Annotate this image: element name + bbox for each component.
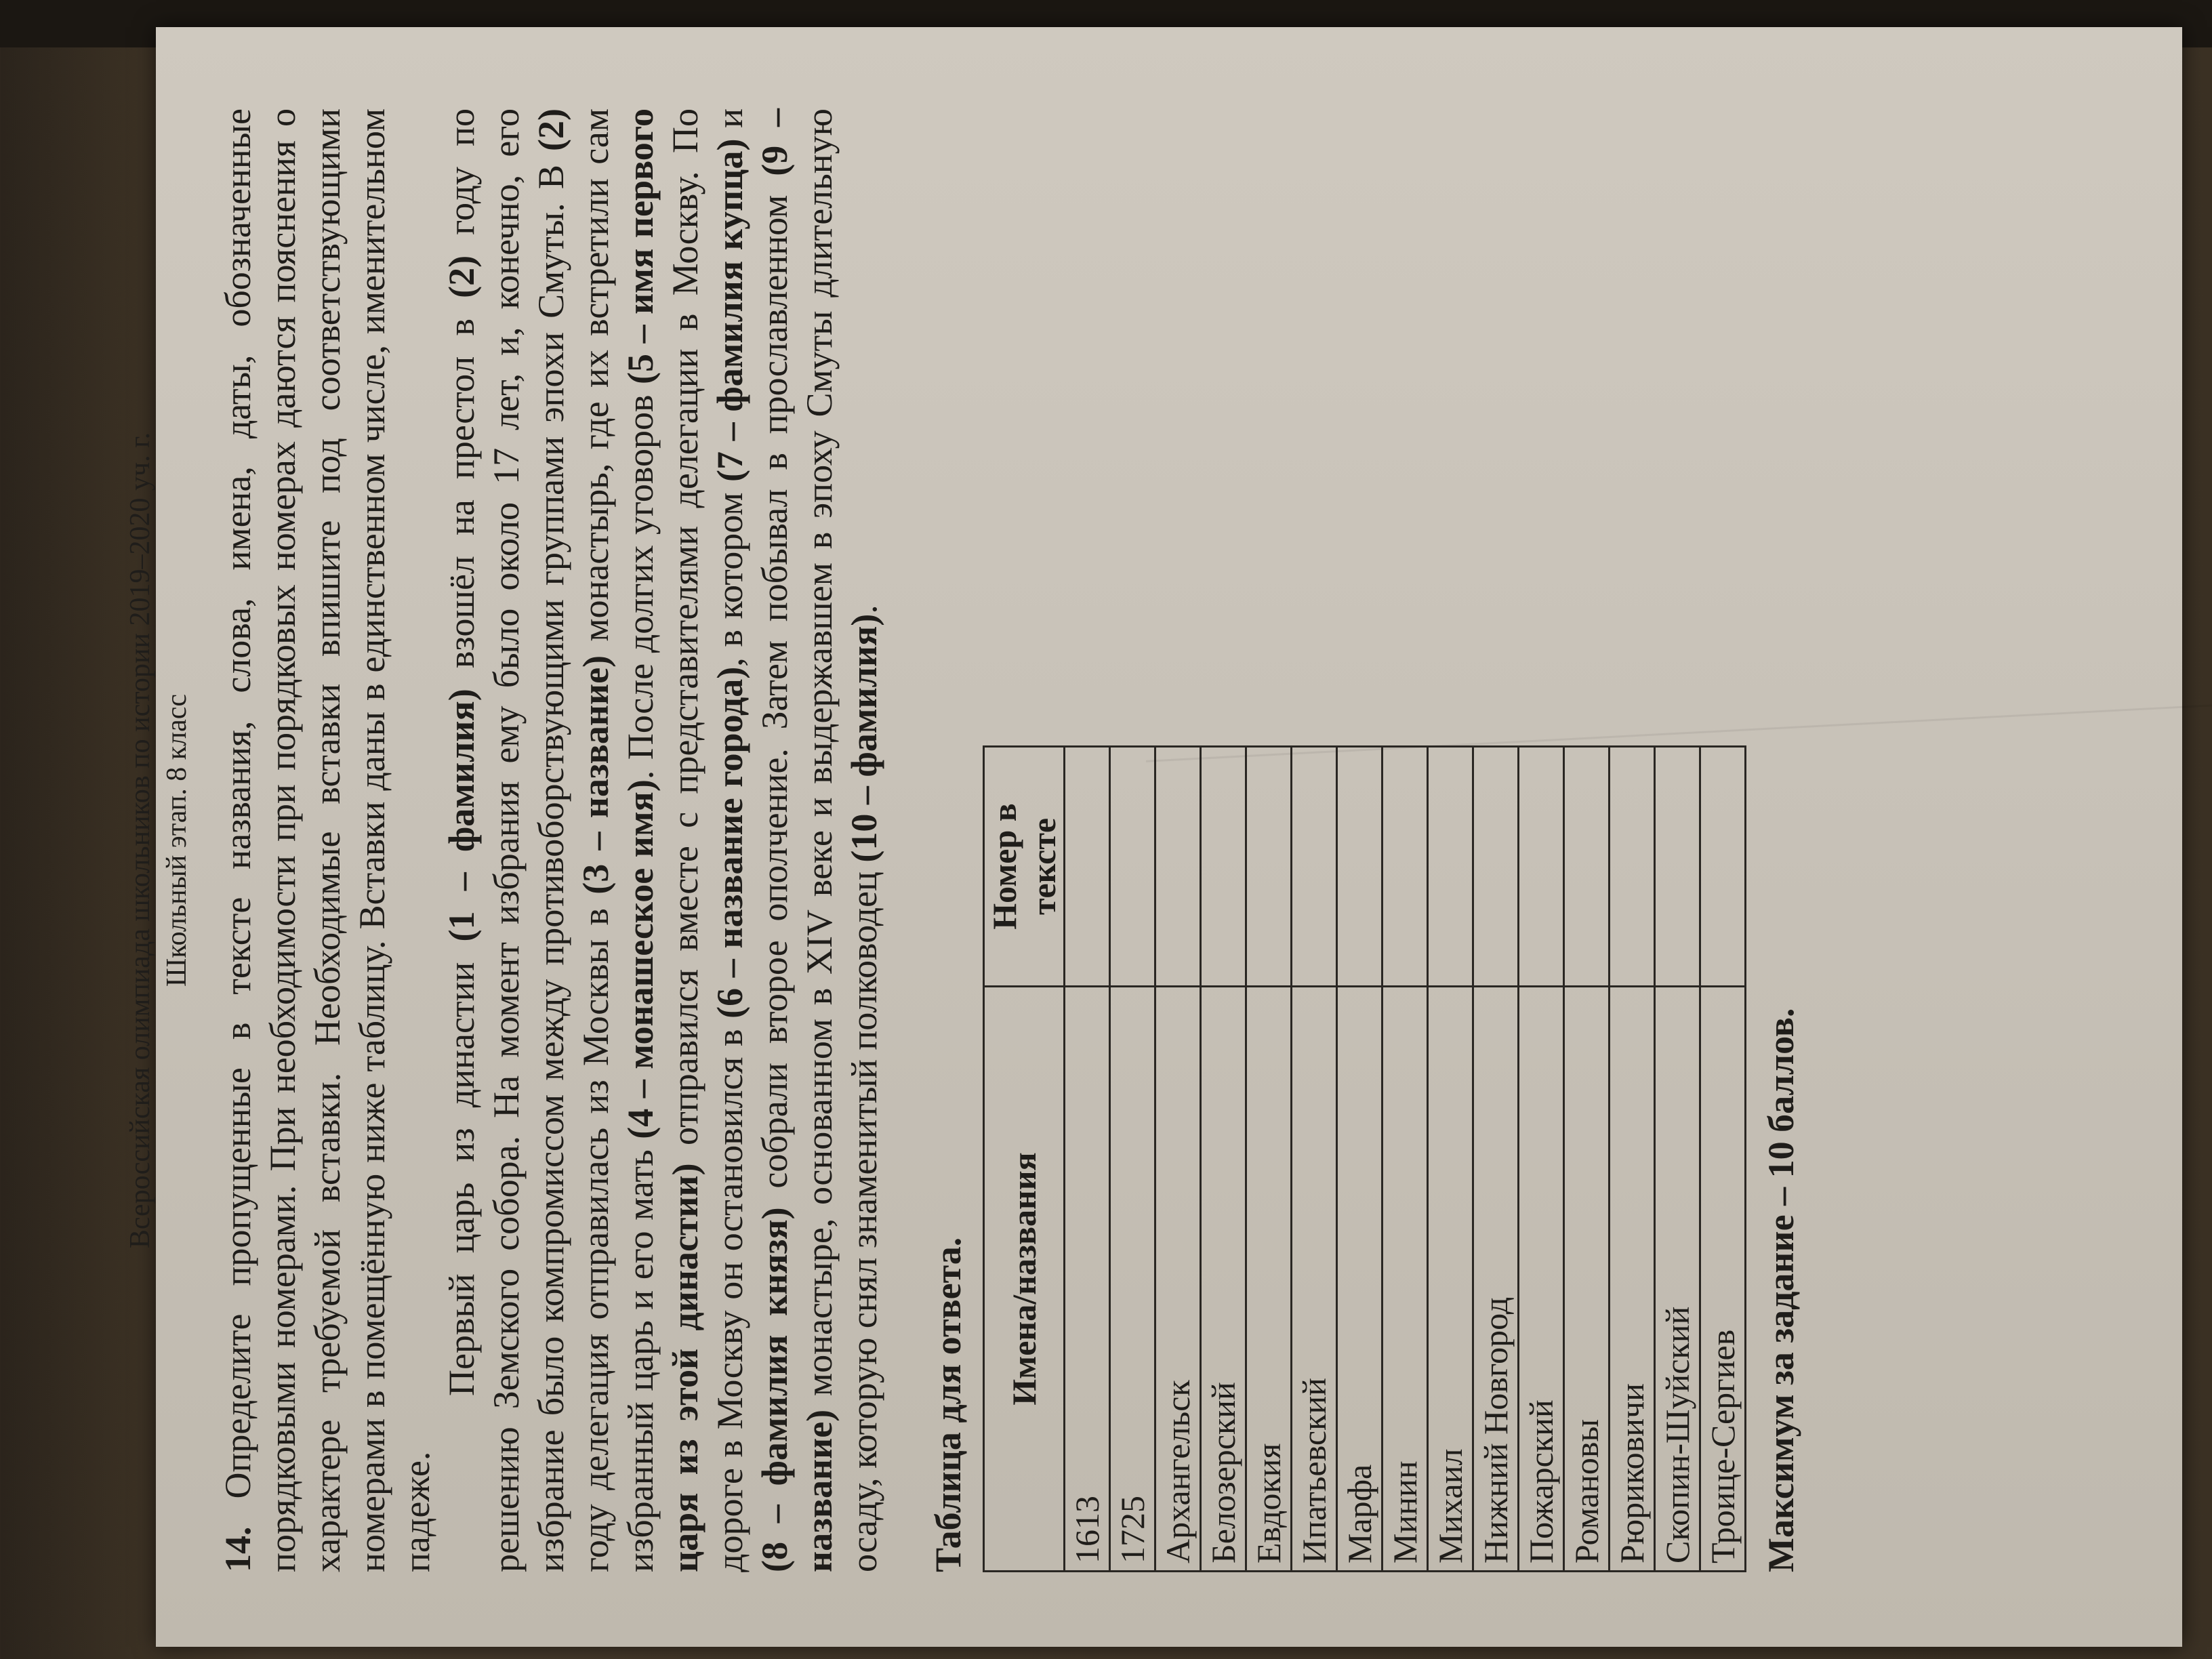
table-row	[1382, 747, 1428, 1572]
table-row	[1065, 747, 1110, 1572]
story-text-segment: монастыре, основанном в XIV веке и выдержавшем в эпоху Смуты длительную осаду, которую снял знаменитый полководец	[799, 108, 884, 1572]
answer-number-cell[interactable]	[1337, 747, 1382, 987]
task-story-paragraph	[439, 108, 886, 1572]
table-row	[1110, 747, 1155, 1572]
table-row	[1292, 747, 1337, 1572]
story-blank-hint: (5 – имя первого царя из этой династии)	[620, 108, 705, 1572]
answer-number-cell[interactable]	[1155, 747, 1201, 987]
answer-number-cell[interactable]	[1700, 747, 1746, 987]
answer-option-name: Пожарский	[1519, 987, 1564, 1572]
answer-option-name: Нижний Новгород	[1473, 987, 1519, 1572]
story-blank-hint: (8 – фамилия князя)	[754, 1207, 795, 1572]
story-text-segment: году по решению Земского собора. На момент избрания ему было около 17 лет, и, конечно, его избрание было компромиссом между противоборствующими группами эпохи Смуты. В	[441, 108, 571, 1572]
answer-option-name: Белозерский	[1201, 987, 1246, 1572]
table-row	[1519, 747, 1564, 1572]
answer-number-cell[interactable]	[1246, 747, 1292, 987]
answer-option-name: Троице-Сергиев	[1700, 987, 1746, 1572]
story-blank-hint: (1 – фамилия)	[441, 689, 482, 942]
table-row	[1473, 747, 1519, 1572]
answer-option-name: Ипатьевский	[1292, 987, 1337, 1572]
table-row	[1337, 747, 1382, 1572]
rotated-page	[108, 68, 2074, 1613]
answer-number-cell[interactable]	[1610, 747, 1655, 987]
answer-option-name: Михаил	[1428, 987, 1473, 1572]
answer-table-header	[984, 747, 1065, 1572]
story-text-segment: году делегация отправилась из Москвы в	[575, 894, 616, 1572]
story-blank-hint: (10 – фамилия)	[844, 613, 884, 863]
answer-option-name: Минин	[1382, 987, 1428, 1572]
answer-number-cell[interactable]	[1564, 747, 1610, 987]
story-text-segment: отправился вместе с представителями делегации в Москву. По дороге в Москву он остановился в	[665, 108, 750, 1572]
story-text-segment: Первый царь из династии	[441, 941, 482, 1396]
max-score: Максимум за задание – 10 баллов.	[1761, 1008, 1801, 1572]
column-header-names: Имена/названия	[984, 987, 1065, 1572]
task-number: 14.	[218, 1526, 258, 1572]
answer-option-name: Архангельск	[1155, 987, 1201, 1572]
story-blank-hint: (7 – фамилия купца)	[710, 138, 750, 482]
story-text-segment: монастырь, где их встретили сам избранный царь и его мать	[575, 108, 661, 1572]
story-blank-hint: (4 – монашеское имя)	[620, 779, 661, 1139]
answer-number-cell[interactable]	[1519, 747, 1564, 987]
answer-table-title: Таблица для ответа.	[928, 1237, 968, 1572]
story-text-segment: и	[710, 108, 750, 139]
story-text-segment: .	[844, 605, 884, 614]
story-text-segment: собрали второе ополчение. Затем побывал в прославленном	[754, 176, 795, 1208]
answer-option-name: Скопин-Шуйский	[1655, 987, 1700, 1572]
table-row	[1155, 747, 1201, 1572]
answer-number-cell[interactable]	[1655, 747, 1700, 987]
story-blank-hint: (2)	[531, 108, 571, 151]
story-blank-hint: (3 – название)	[575, 655, 616, 895]
answer-option-name: Романовы	[1564, 987, 1610, 1572]
answer-number-cell[interactable]	[1201, 747, 1246, 987]
column-header-number: Номер в тексте	[984, 747, 1065, 987]
table-row	[1610, 747, 1655, 1572]
story-blank-hint: (9 – название)	[754, 108, 840, 1572]
table-row	[1201, 747, 1246, 1572]
story-blank-hint: (6 – название города)	[710, 666, 750, 1019]
header-line-2: Школьный этап. 8 класс	[161, 693, 192, 987]
answer-option-name: Евдокия	[1246, 987, 1292, 1572]
answer-option-name: 1725	[1110, 987, 1155, 1572]
story-text-segment: . После долгих уговоров	[620, 384, 661, 780]
answer-number-cell[interactable]	[1110, 747, 1155, 987]
answer-number-cell[interactable]	[1428, 747, 1473, 987]
table-row	[1700, 747, 1746, 1572]
answer-option-name: Рюриковичи	[1610, 987, 1655, 1572]
answer-number-cell[interactable]	[1473, 747, 1519, 987]
story-text-segment: взошёл на престол в	[441, 298, 482, 689]
answer-option-name: Марфа	[1337, 987, 1382, 1572]
answer-option-name: 1613	[1065, 987, 1110, 1572]
table-row	[1246, 747, 1292, 1572]
page-header	[122, 68, 195, 1613]
answer-number-cell[interactable]	[1065, 747, 1110, 987]
task-instruction	[216, 108, 439, 1572]
table-row	[1655, 747, 1700, 1572]
table-row	[1564, 747, 1610, 1572]
answer-number-cell[interactable]	[1382, 747, 1428, 987]
table-row	[1428, 747, 1473, 1572]
header-line-1: Всероссийская олимпиада школьников по истории 2019–2020 уч. г.	[125, 432, 156, 1249]
task-text: Определите пропущенные в тексте названия, слова, имена, даты, обозначенные порядковыми номерами. При необходимости при порядковых номерах даются пояснения о характере требуемой вставки. Необходимые вставки впишите под соответствующими номерами в помещённую ниже таблицу. Вставки даны в единственном числе, именительном падеже.	[218, 108, 437, 1572]
answer-number-cell[interactable]	[1292, 747, 1337, 987]
story-blank-hint: (2)	[441, 255, 482, 298]
story-text-segment: , в котором	[710, 481, 750, 667]
answer-table	[983, 745, 1746, 1572]
